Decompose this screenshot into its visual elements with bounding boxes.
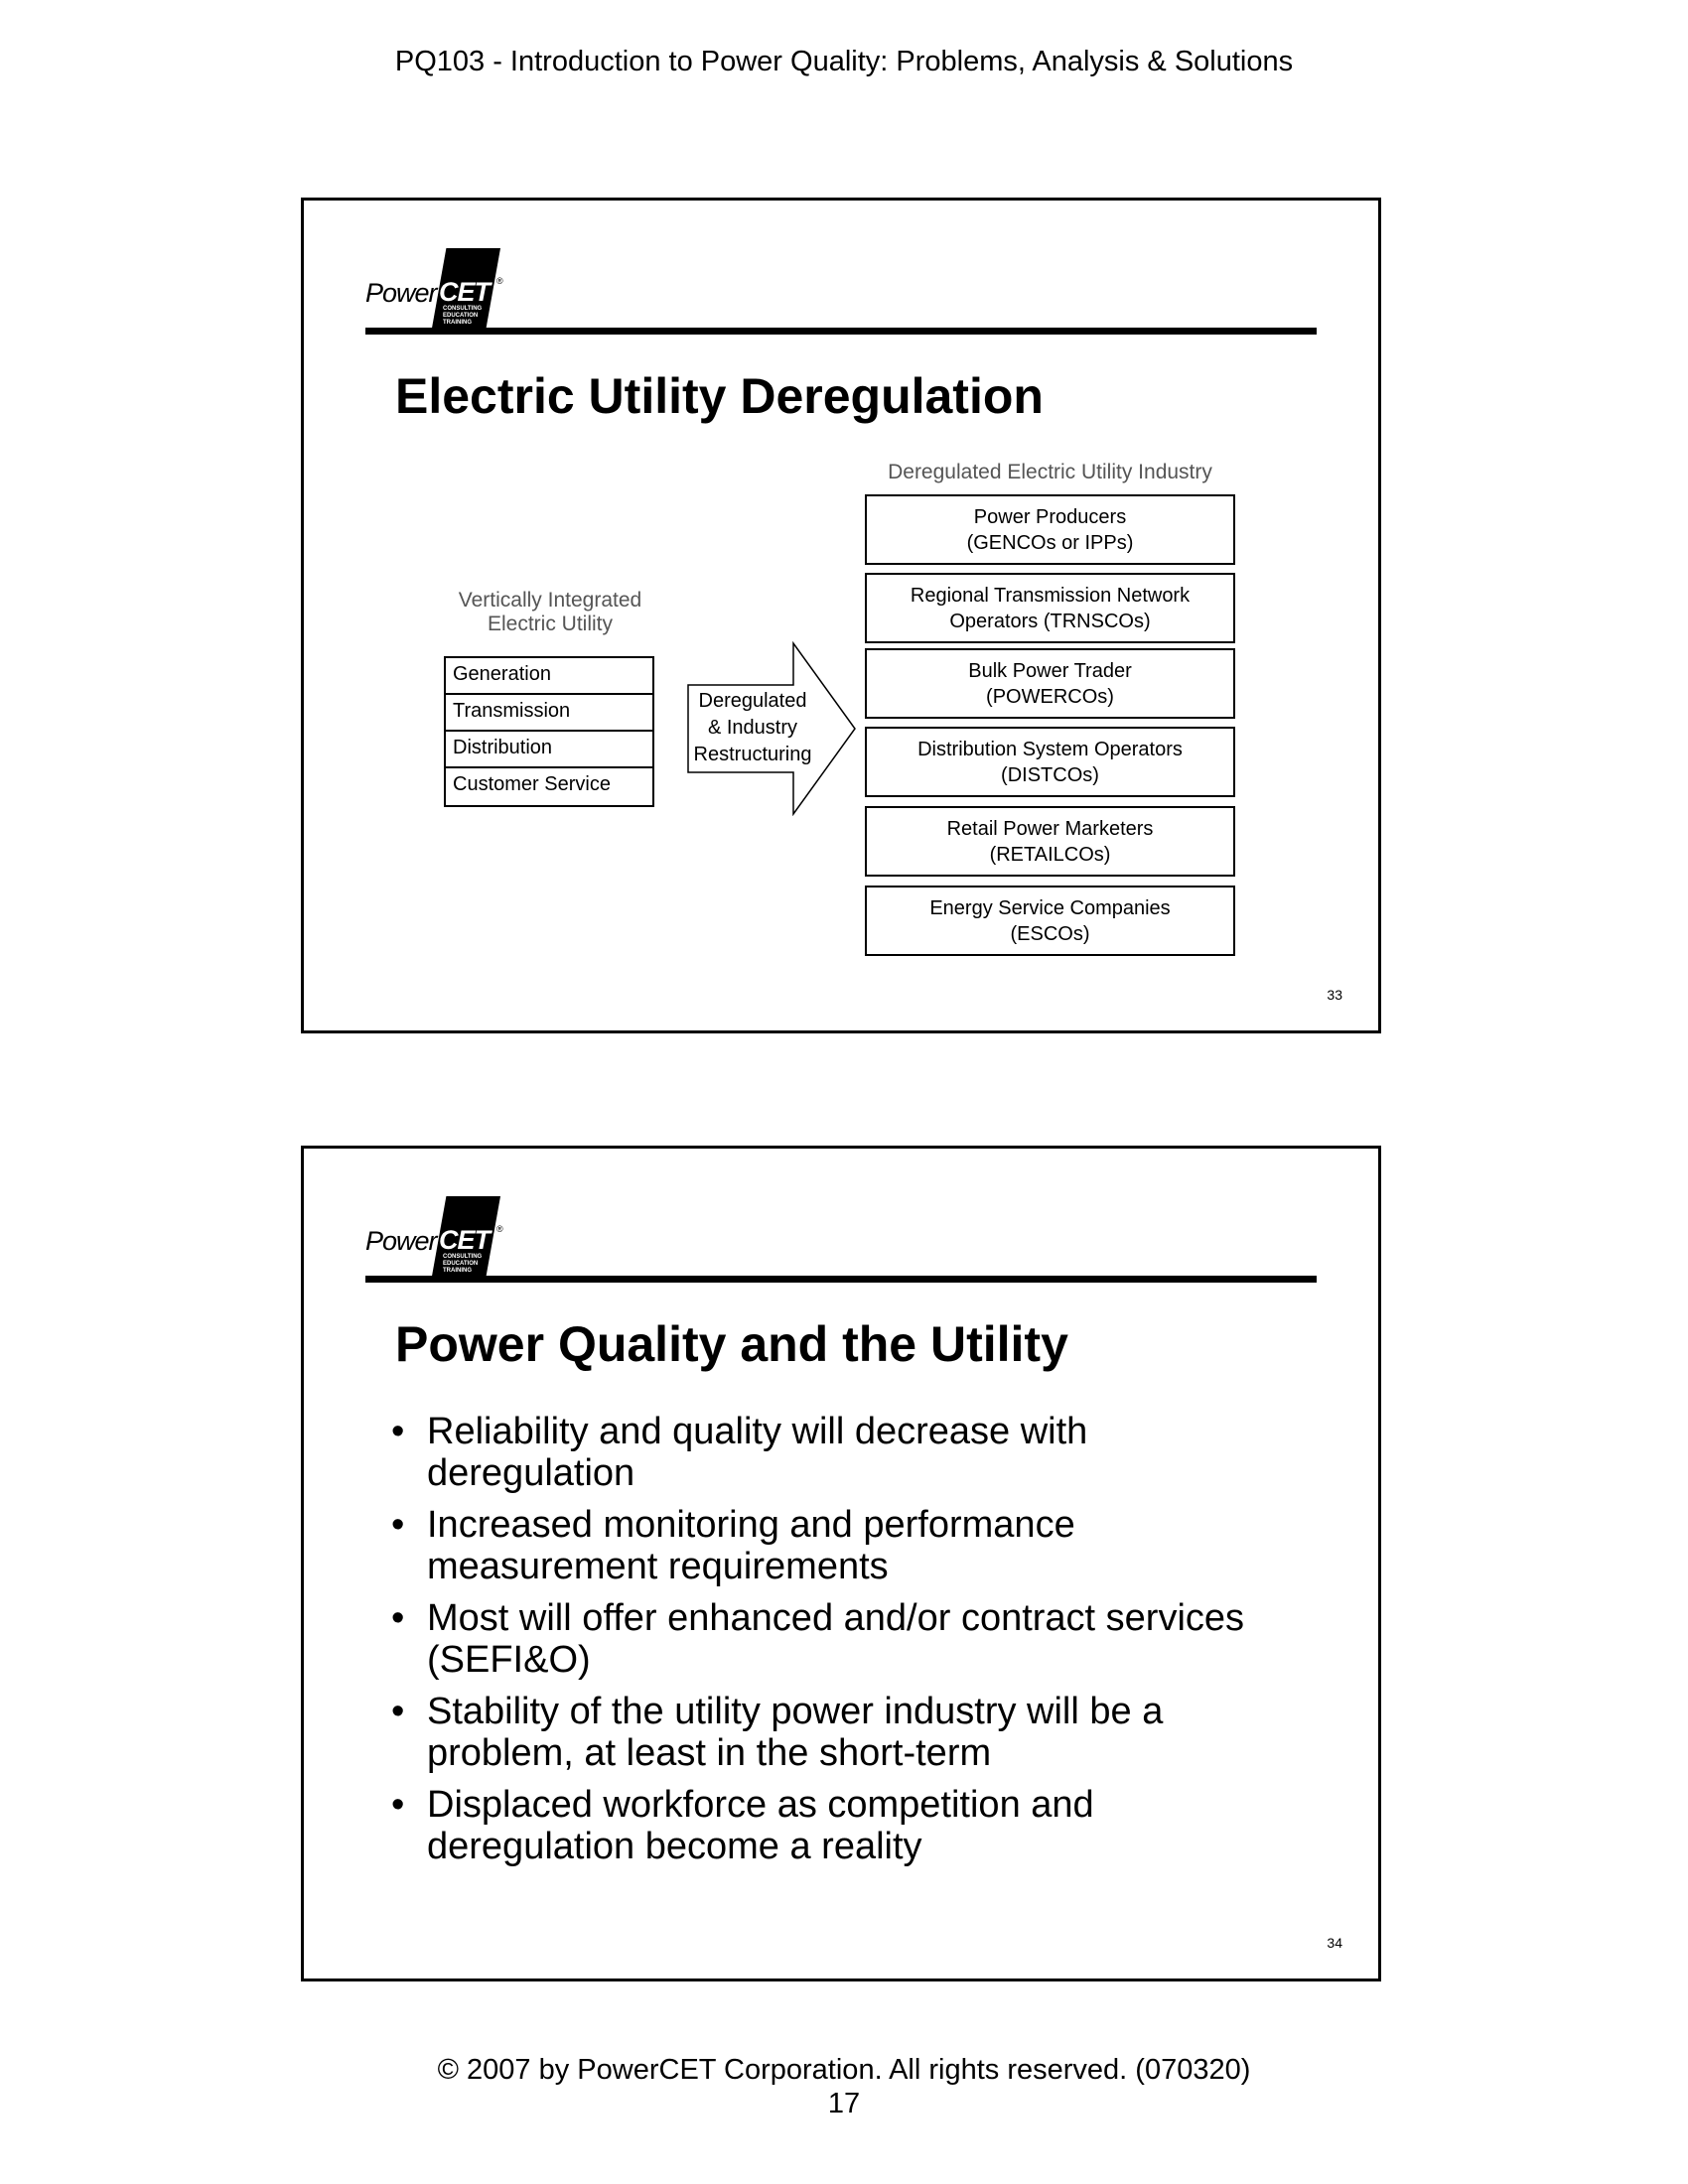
bullet-icon: • — [391, 1691, 405, 1732]
bullet-item: • Most will offer enhanced and/or contract services (SEFI&O) — [391, 1597, 1245, 1681]
bullet-icon: • — [391, 1504, 405, 1546]
header-rule — [365, 1276, 1317, 1283]
slide-34 — [301, 1146, 1381, 1981]
integrated-utility-stack — [444, 656, 654, 807]
stack-item-transmission: Transmission — [446, 695, 652, 732]
bullet-item: • Increased monitoring and performance measurement requirements — [391, 1504, 1075, 1587]
powercet-logo — [365, 1196, 504, 1282]
logo-mark: CET — [439, 1225, 490, 1255]
bullet-list — [391, 1411, 1344, 1877]
box-bulk-power-trader: Bulk Power Trader (POWERCOs) — [865, 648, 1235, 719]
powercet-logo — [365, 248, 504, 334]
page-footer — [0, 2053, 1688, 2120]
bullet-icon: • — [391, 1784, 405, 1826]
box-transmission-operators: Regional Transmission Network Operators (TRNSCOs) — [865, 573, 1235, 643]
left-caption: Vertically Integrated Electric Utility — [458, 589, 642, 635]
copyright: © 2007 by PowerCET Corporation. All rights reserved. (070320) — [437, 2054, 1251, 2086]
logo-word: Power — [365, 278, 437, 308]
bullet-item: • Reliability and quality will decrease with deregulation — [391, 1411, 1088, 1494]
stack-item-distribution: Distribution — [446, 732, 652, 768]
bullet-item: • Displaced workforce as competition and deregulation become a reality — [391, 1784, 1094, 1867]
right-caption: Deregulated Electric Utility Industry — [888, 461, 1212, 483]
page-number: 17 — [827, 2088, 861, 2119]
box-distribution-operators: Distribution System Operators (DISTCOs) — [865, 727, 1235, 797]
logo-tagline: CONSULTING EDUCATION TRAINING — [443, 306, 483, 326]
slide-number: 34 — [1327, 1935, 1342, 1951]
bullet-item: • Stability of the utility power industry will be a problem, at least in the short-term — [391, 1691, 1164, 1774]
bullet-icon: • — [391, 1411, 405, 1452]
box-power-producers: Power Producers (GENCOs or IPPs) — [865, 494, 1235, 565]
registered-icon: ® — [496, 1224, 503, 1234]
slide-number: 33 — [1327, 987, 1342, 1003]
slide-title: Power Quality and the Utility — [395, 1316, 1068, 1372]
registered-icon: ® — [496, 276, 503, 286]
logo-word: Power — [365, 1226, 437, 1256]
header-rule — [365, 328, 1317, 335]
logo-mark: CET — [439, 277, 490, 307]
box-retail-marketers: Retail Power Marketers (RETAILCOs) — [865, 806, 1235, 877]
slide-title: Electric Utility Deregulation — [395, 368, 1044, 424]
stack-item-generation: Generation — [446, 658, 652, 695]
arrow-label: Deregulated & Industry Restructuring — [693, 690, 812, 765]
bullet-icon: • — [391, 1597, 405, 1639]
logo-tagline: CONSULTING EDUCATION TRAINING — [443, 1254, 483, 1274]
box-energy-service-companies: Energy Service Companies (ESCOs) — [865, 886, 1235, 956]
page-header: PQ103 - Introduction to Power Quality: Problems, Analysis & Solutions — [394, 46, 1294, 77]
stack-item-customer-service: Customer Service — [453, 773, 611, 795]
slide-33 — [301, 198, 1381, 1033]
